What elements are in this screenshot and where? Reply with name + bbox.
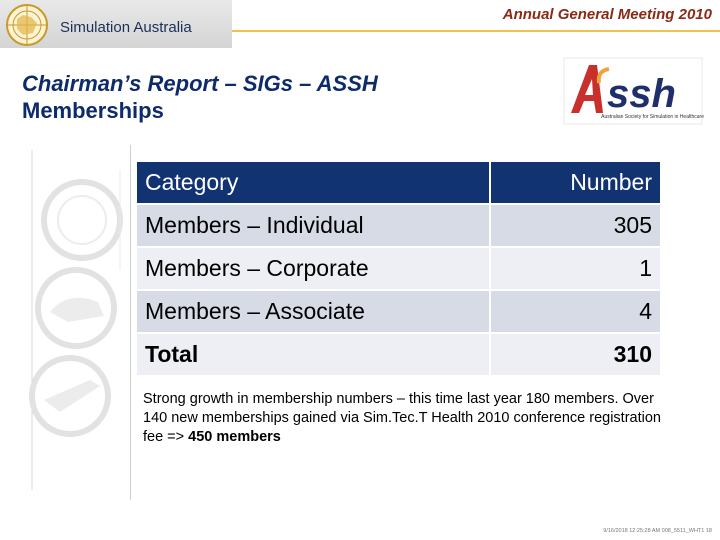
slide-footer: 9/16/2018 12:25:28 AM 008_5511_WHT1 18 [603, 528, 712, 534]
note-text: Strong growth in membership numbers – this time last year 180 members. Over 140 new memberships gained via Sim.Tec.T Health 2010 conference registration fee => [143, 391, 661, 445]
divider-line [130, 145, 131, 500]
total-number: 310 [491, 334, 662, 375]
header-divider [232, 30, 720, 32]
slide-title: Chairman’s Report – SIGs – ASSH [22, 71, 378, 96]
row-category: Members – Individual [137, 205, 491, 246]
row-number: 305 [491, 205, 662, 246]
header-panel [0, 0, 232, 48]
note-emphasis: 450 members [188, 429, 281, 445]
assh-logo-text: ssh [607, 72, 676, 116]
org-name: Simulation Australia [60, 19, 192, 36]
membership-note [143, 390, 663, 447]
table-row [137, 248, 662, 289]
table-row [137, 205, 662, 246]
table-row [137, 291, 662, 332]
slide-subtitle: Memberships [22, 98, 164, 123]
row-category: Members – Associate [137, 291, 491, 332]
row-number: 1 [491, 248, 662, 289]
header-number: Number [491, 162, 662, 203]
row-category: Members – Corporate [137, 248, 491, 289]
row-number: 4 [491, 291, 662, 332]
header-category: Category [137, 162, 491, 203]
table-total-row [137, 334, 662, 375]
watermark-graphic-icon [20, 150, 140, 510]
total-label: Total [137, 334, 491, 375]
assh-tagline: Australian Society for Simulation in Healthcare [601, 114, 704, 120]
membership-table [137, 160, 662, 377]
table-header-row [137, 162, 662, 203]
meeting-title: Annual General Meeting 2010 [502, 6, 712, 23]
simulation-australia-logo-icon [5, 3, 49, 47]
